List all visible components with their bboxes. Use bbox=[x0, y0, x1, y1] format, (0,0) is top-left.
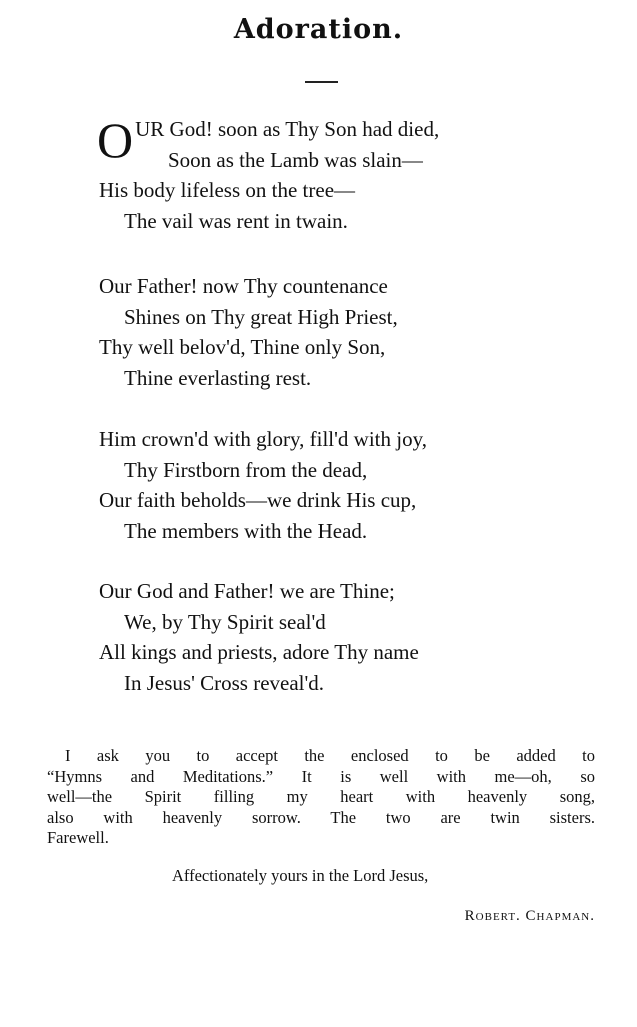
verse-line: OUR God! soon as Thy Son had died, bbox=[97, 112, 440, 168]
letter-paragraph bbox=[47, 746, 595, 849]
verse-line: Shines on Thy great High Priest, bbox=[124, 304, 398, 329]
letter-line: I ask you to accept the enclosed to be added to bbox=[65, 746, 595, 765]
verse-line: Thine everlasting rest. bbox=[124, 365, 312, 390]
stanza-1 bbox=[99, 114, 439, 236]
letter-line: well—the Spirit filling my heart with heavenly song, bbox=[47, 787, 595, 806]
verse-line: Soon as the Lamb was slain— bbox=[168, 147, 423, 172]
verse-line: His body lifeless on the tree— bbox=[99, 178, 356, 202]
verse-line: Our God and Father! we are Thine; bbox=[99, 579, 395, 603]
verse-line: We, by Thy Spirit seal'd bbox=[124, 609, 326, 634]
title-divider bbox=[305, 81, 338, 83]
verse-line: Our Father! now Thy countenance bbox=[99, 274, 388, 298]
page-title: Adoration. bbox=[233, 14, 404, 45]
verse-line: In Jesus' Cross reveal'd. bbox=[124, 670, 325, 695]
letter-closing: Affectionately yours in the Lord Jesus, bbox=[172, 866, 429, 885]
verse-line: The members with the Head. bbox=[124, 518, 368, 543]
stanza-4 bbox=[99, 576, 419, 698]
verse-line: All kings and priests, adore Thy name bbox=[99, 640, 419, 664]
letter-line: also with heavenly sorrow. The two are twin sisters. bbox=[47, 807, 595, 827]
letter-line: Farewell. bbox=[47, 828, 109, 847]
verse-line: Him crown'd with glory, fill'd with joy, bbox=[99, 427, 427, 451]
verse-line: Thy Firstborn from the dead, bbox=[124, 457, 368, 482]
verse-line: Our faith beholds—we drink His cup, bbox=[99, 488, 417, 512]
stanza-2 bbox=[99, 271, 398, 393]
verse-line: The vail was rent in twain. bbox=[124, 208, 348, 233]
verse-line: Thy well belov'd, Thine only Son, bbox=[99, 335, 386, 359]
signature: Robert. Chapman. bbox=[464, 908, 595, 924]
drop-cap: O bbox=[97, 112, 134, 168]
stanza-3 bbox=[99, 424, 427, 546]
letter-line: “Hymns and Meditations.” It is well with me—oh, so bbox=[47, 766, 595, 786]
